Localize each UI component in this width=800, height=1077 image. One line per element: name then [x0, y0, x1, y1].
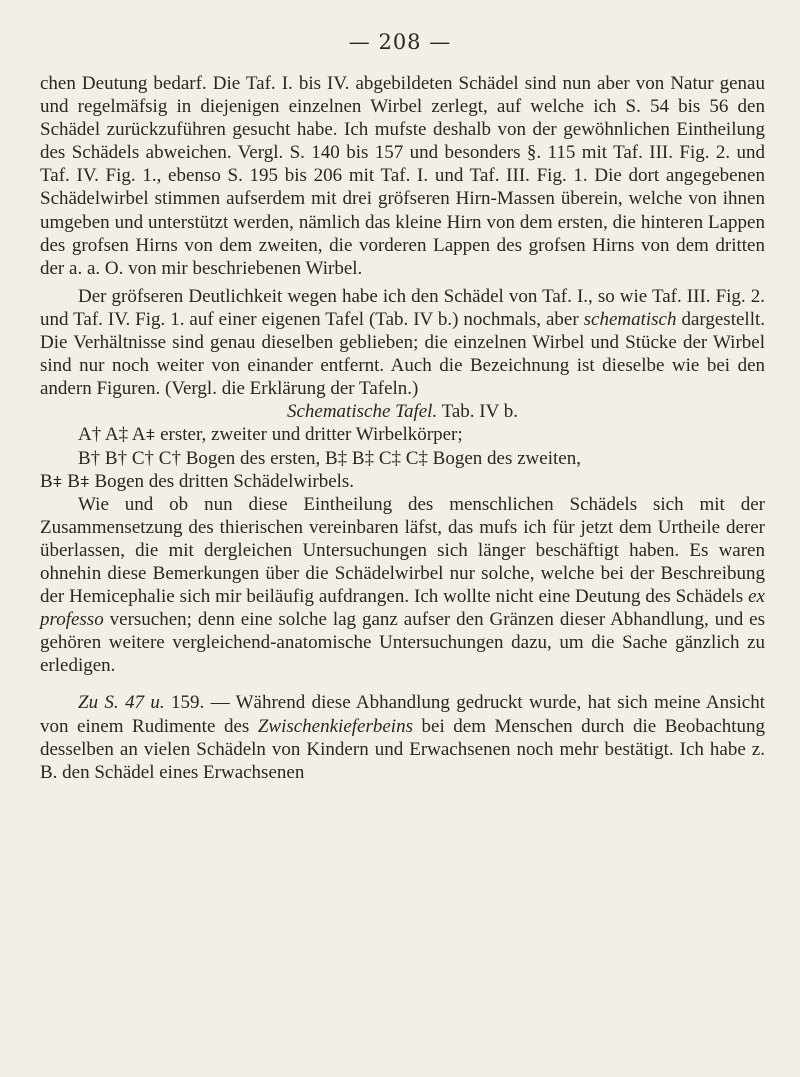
- paragraph-2-text-b: dargestellt. Die Verhältnisse sind genau dieselben geblieben; die einzelnen Wirbel und Stücke der Wirbel sind nur noch weiter von einander entfernt. Auch die Bezeichnung ist dieselbe wie bei den andern Figuren. (Vergl. die Erklärung der Tafeln.): [40, 308, 766, 400]
- paragraph-2: [40, 285, 765, 400]
- paragraph-4: [40, 691, 765, 783]
- paragraph-2-emphasis: schematisch: [583, 308, 677, 330]
- page-number: — 208 —: [348, 30, 452, 54]
- schema-line-3: B⧧ B⧧ Bogen des dritten Schädelwirbels.: [40, 470, 355, 492]
- schema-line-2: B† B† C† C† Bogen des ersten, B‡ B‡ C‡ C‡ Bogen des zweiten,: [78, 447, 581, 469]
- schema-line-1: A† A‡ A⧧ erster, zweiter und dritter Wirbelkörper;: [78, 424, 463, 446]
- paragraph-3-emphasis: ex professo: [40, 586, 765, 631]
- paragraph-4-text-b: bei dem Menschen durch die Beobachtung desselben an vielen Schädeln von Kindern und Erwachsenen noch mehr bestätigt. Ich habe z. B. den Schädel eines Erwachsenen: [40, 715, 765, 783]
- schema-title-rest: Tab. IV b.: [437, 401, 519, 423]
- paragraph-3-text-b: versuchen; denn eine solche lag ganz aufser den Gränzen dieser Abhandlung, und es gehören weitere vergleichend-anatomische Untersuchungen dazu, um die Sache gänzlich zu erledigen.: [40, 609, 765, 677]
- paragraph-3: [40, 493, 765, 678]
- schema-title-italic: Schematische Tafel.: [286, 401, 438, 423]
- paragraph-2-text-a: Der gröfseren Deutlichkeit wegen habe ich den Schädel von Taf. I., so wie Taf. III. Fig. 2. und Taf. IV. Fig. 1. auf einer eigenen Tafel (Tab. IV b.) nochmals, aber: [40, 285, 765, 330]
- paragraph-4-text-a: 159. — Während diese Abhandlung gedruckt wurde, hat sich meine Ansicht von einem Rudimente des: [40, 692, 765, 737]
- paragraph-4-ref: Zu S. 47 u.: [78, 692, 165, 714]
- paragraph-3-text-a: Wie und ob nun diese Eintheilung des menschlichen Schädels sich mit der Zusammensetzung des thierischen vereinbaren läfst, das mufs ich für jetzt dem Urtheile derer überlassen, die mit dergleichen Untersuchungen sich länger beschäftigt haben. Es waren ohnehin diese Bemerkungen über die Schädelwirbel nur solche, welche bei der Beschreibung der Hemicephalie sich mir beiläufig aufdrangen. Ich wollte nicht eine Deutung des Schädels: [40, 493, 765, 608]
- schema-title: [40, 400, 765, 423]
- paragraph-4-emphasis: Zwischenkieferbeins: [257, 715, 413, 737]
- page-body: [40, 72, 765, 784]
- paragraph-1: chen Deutung bedarf. Die Taf. I. bis IV. abgebildeten Schädel sind nun aber von Natur genau und regelmäfsig in diejenigen einzelnen Wirbel zerlegt, auf welche ich S. 54 bis 56 den Schädel zurückzuführen gesucht habe. Ich mufste deshalb von der gewöhnlichen Eintheilung des Schädels abweichen. Vergl. S. 140 bis 157 und besonders §. 115 mit Taf. III. Fig. 2. und Taf. IV. Fig. 1., ebenso S. 195 bis 206 mit Taf. I. und Taf. III. Fig. 1. Die dort angegebenen Schädelwirbel stimmen aufserdem mit drei gröfseren Hirn-Massen überein, welche von ihnen umgeben und unterstützt werden, nämlich das kleine Hirn von dem ersten, die hinteren Lappen des grofsen Hirns von dem zweiten, die vorderen Lappen des grofsen Hirns von dem dritten der a. a. O. von mir beschriebenen Wirbel.: [40, 73, 765, 279]
- paragraph-gap-2: [40, 677, 765, 691]
